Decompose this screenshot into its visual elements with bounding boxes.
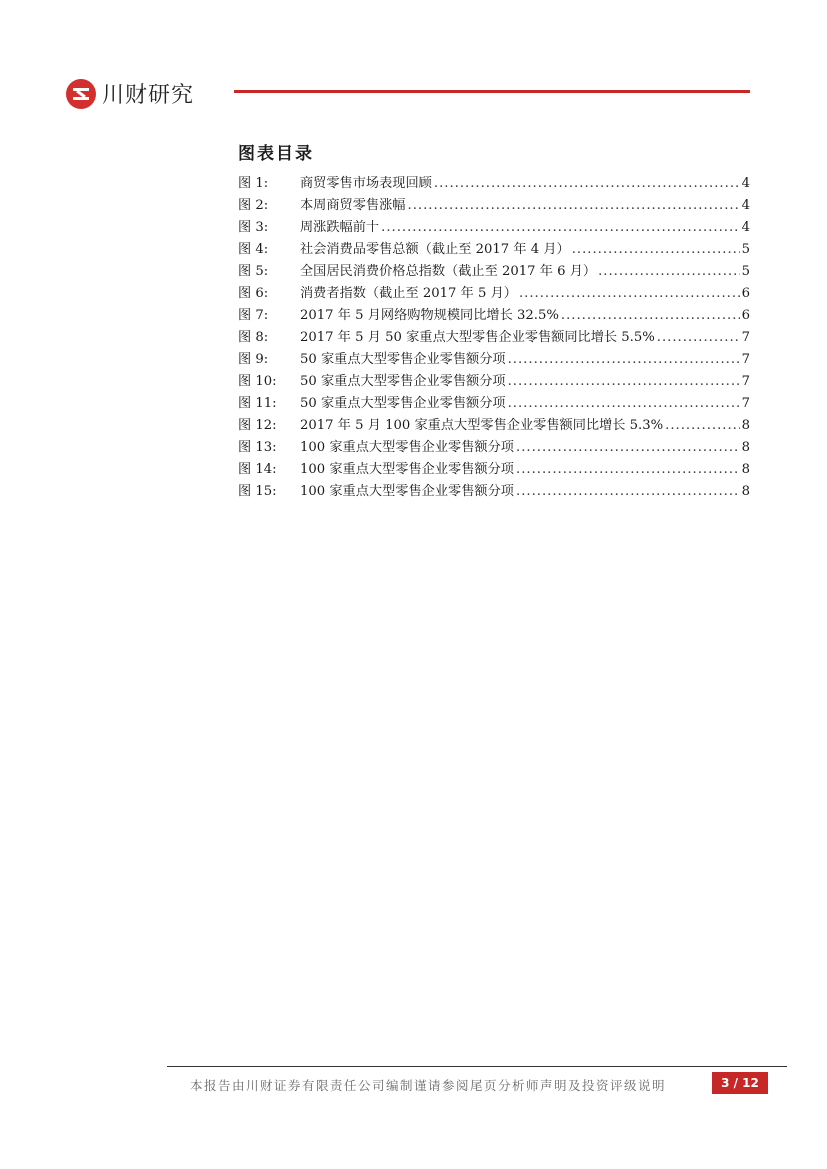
toc-entry-page: 6 xyxy=(741,308,750,323)
footer-rule xyxy=(167,1066,787,1067)
toc-entry[interactable] xyxy=(238,172,750,194)
toc-entry-page: 4 xyxy=(741,198,750,213)
logo-icon xyxy=(66,79,96,109)
toc-entry[interactable] xyxy=(238,348,750,370)
toc-entry-title: 100 家重点大型零售企业零售额分项 xyxy=(300,484,514,499)
toc-entry-page: 4 xyxy=(741,176,750,191)
toc-leader-dots xyxy=(516,440,740,455)
toc-entry-label: 图 7: xyxy=(238,308,269,323)
toc-entry-title: 2017 年 5 月 100 家重点大型零售企业零售额同比增长 5.3% xyxy=(300,418,664,433)
toc-entry-page: 6 xyxy=(741,286,750,301)
brand-logo xyxy=(66,78,194,109)
toc-leader-dots xyxy=(561,308,740,323)
toc-entry[interactable] xyxy=(238,282,750,304)
toc-entry-label: 图 6: xyxy=(238,286,269,301)
toc-entry-label: 图 4: xyxy=(238,242,269,257)
toc-leader-dots xyxy=(508,374,740,389)
toc-leader-dots xyxy=(408,198,740,213)
toc-leader-dots xyxy=(572,242,740,257)
page-number-badge: 3 / 12 xyxy=(712,1072,768,1094)
toc-entry-title: 50 家重点大型零售企业零售额分项 xyxy=(300,374,506,389)
footer-disclaimer: 本报告由川财证券有限责任公司编制谨请参阅尾页分析师声明及投资评级说明 xyxy=(190,1078,667,1093)
toc-entry[interactable] xyxy=(238,480,750,502)
toc-entry-page: 7 xyxy=(741,352,750,367)
toc-entry-title: 50 家重点大型零售企业零售额分项 xyxy=(300,352,506,367)
toc-leader-dots xyxy=(657,330,740,345)
toc-entry[interactable] xyxy=(238,392,750,414)
toc-leader-dots xyxy=(598,264,740,279)
toc-entry-label: 图 8: xyxy=(238,330,269,345)
toc-entry[interactable] xyxy=(238,216,750,238)
toc-entry-title: 消费者指数（截止至 2017 年 5 月） xyxy=(300,286,517,301)
toc-entry[interactable] xyxy=(238,238,750,260)
toc-entry-page: 7 xyxy=(741,330,750,345)
toc-entry-label: 图 2: xyxy=(238,198,269,213)
toc-entry[interactable] xyxy=(238,260,750,282)
toc-entry-label: 图 9: xyxy=(238,352,269,367)
toc-entry[interactable] xyxy=(238,304,750,326)
toc-leader-dots xyxy=(516,462,740,477)
toc-leader-dots xyxy=(381,220,739,235)
toc-entry-page: 8 xyxy=(741,440,750,455)
toc-entry-label: 图 12: xyxy=(238,418,277,433)
toc-entry-page: 4 xyxy=(741,220,750,235)
toc-entry-page: 5 xyxy=(741,242,750,257)
toc-entry-title: 2017 年 5 月 50 家重点大型零售企业零售额同比增长 5.5% xyxy=(300,330,655,345)
toc-leader-dots xyxy=(434,176,740,191)
toc-entry-page: 7 xyxy=(741,374,750,389)
toc-leader-dots xyxy=(665,418,739,433)
toc-entry[interactable] xyxy=(238,326,750,348)
toc-entry-page: 8 xyxy=(741,418,750,433)
toc-leader-dots xyxy=(508,396,740,411)
toc-entry-title: 100 家重点大型零售企业零售额分项 xyxy=(300,462,514,477)
toc-entry-label: 图 14: xyxy=(238,462,277,477)
brand-name: 川财研究 xyxy=(102,83,195,108)
toc-entry-page: 5 xyxy=(741,264,750,279)
toc-entry-label: 图 5: xyxy=(238,264,269,279)
toc-list xyxy=(238,172,750,502)
header-rule xyxy=(234,90,750,93)
toc-leader-dots xyxy=(519,286,740,301)
toc-leader-dots xyxy=(516,484,740,499)
toc-entry[interactable] xyxy=(238,458,750,480)
toc-entry-label: 图 3: xyxy=(238,220,269,235)
toc-entry[interactable] xyxy=(238,370,750,392)
toc-leader-dots xyxy=(508,352,740,367)
toc-entry-title: 2017 年 5 月网络购物规模同比增长 32.5% xyxy=(300,308,559,323)
toc-entry-title: 周涨跌幅前十 xyxy=(300,220,380,235)
toc-entry[interactable] xyxy=(238,414,750,436)
toc-entry-label: 图 13: xyxy=(238,440,277,455)
toc-entry-label: 图 11: xyxy=(238,396,277,411)
toc-entry-title: 社会消费品零售总额（截止至 2017 年 4 月） xyxy=(300,242,570,257)
toc-entry-label: 图 10: xyxy=(238,374,277,389)
toc-entry[interactable] xyxy=(238,194,750,216)
toc-entry-title: 本周商贸零售涨幅 xyxy=(300,198,406,213)
toc-entry-title: 商贸零售市场表现回顾 xyxy=(300,176,432,191)
toc-entry-page: 8 xyxy=(741,484,750,499)
toc-entry-title: 100 家重点大型零售企业零售额分项 xyxy=(300,440,514,455)
toc-entry-page: 7 xyxy=(741,396,750,411)
toc-entry[interactable] xyxy=(238,436,750,458)
toc-entry-title: 全国居民消费价格总指数（截止至 2017 年 6 月） xyxy=(300,264,597,279)
toc-entry-title: 50 家重点大型零售企业零售额分项 xyxy=(300,396,506,411)
toc-entry-label: 图 1: xyxy=(238,176,269,191)
toc-title: 图表目录 xyxy=(238,144,314,164)
toc-entry-page: 8 xyxy=(741,462,750,477)
toc-entry-label: 图 15: xyxy=(238,484,277,499)
